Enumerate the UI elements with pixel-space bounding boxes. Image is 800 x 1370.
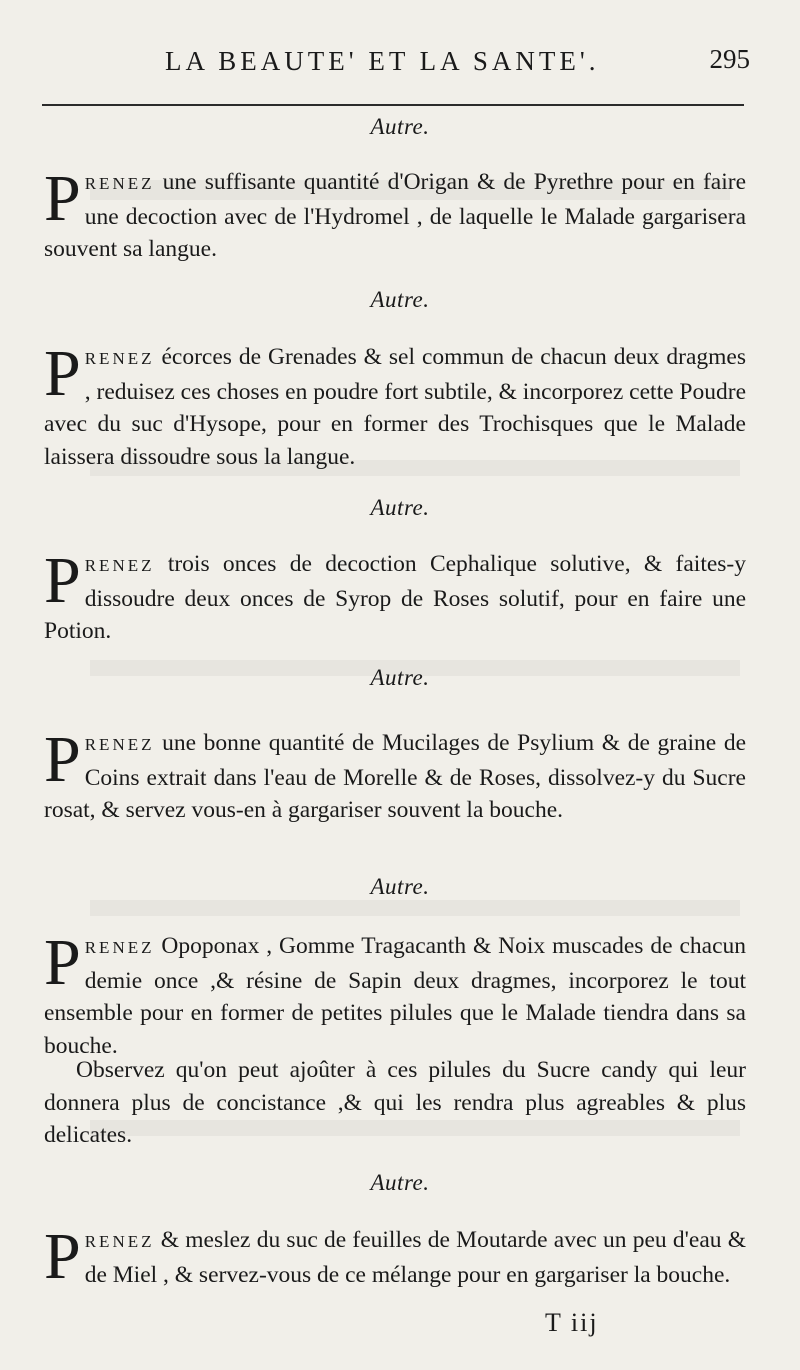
recipe-paragraph [44, 337, 746, 473]
paragraph-text: une bonne quantité de Mucilages de Psylium & de graine de Coins extrait dans l'eau de Morelle & de Roses, dissolvez-y du Sucre rosat, & servez vous-en à gargariser souvent la bouche. [44, 730, 747, 823]
paragraph-text: écorces de Grenades & sel commun de chacun deux dragmes , reduisez ces choses en poudre fort subtile, & incorporez cette Poudre avec du suc d'Hysope, pour en former des Trochisques que le Malade laissera dissoudre sous la langue. [44, 344, 746, 470]
paragraph-text: une suffisante quantité d'Origan & de Pyrethre pour en faire une decoction avec de l'Hydromel , de laquelle le Malade gargarisera souvent sa langue. [44, 169, 746, 262]
bleed-through [90, 900, 740, 916]
recipe-paragraph [44, 926, 747, 1062]
recipe-paragraph [44, 723, 747, 827]
running-title: LA BEAUTE' ET LA SANTE'. [165, 46, 600, 76]
signature-mark: T iij [545, 1308, 599, 1337]
section-heading: Autre. [370, 874, 430, 899]
drop-cap: P [44, 1220, 81, 1293]
drop-cap: P [44, 544, 81, 617]
lead-word: RENEZ [84, 735, 155, 754]
lead-word: RENEZ [84, 174, 155, 193]
section-heading: Autre. [370, 665, 430, 690]
drop-cap: P [44, 162, 81, 235]
running-head [150, 40, 750, 80]
note-paragraph: Observez qu'on peut ajoûter à ces pilules du Sucre candy qui leur donnera plus de concistance ,& qui les rendra plus agreables & plus delicates. [44, 1057, 746, 1148]
page-number: 295 [709, 44, 750, 74]
paragraph-text: trois onces de decoction Cephalique solutive, & faites-y dissoudre deux onces de Syrop de Roses solutif, pour en faire une Potion. [44, 551, 746, 644]
header-rule [42, 104, 744, 106]
lead-word: RENEZ [84, 938, 155, 957]
recipe-paragraph [44, 162, 746, 266]
lead-word: RENEZ [84, 1232, 155, 1251]
lead-word: RENEZ [84, 556, 155, 575]
section-heading: Autre. [370, 495, 430, 520]
drop-cap: P [44, 926, 81, 999]
section-heading: Autre. [370, 287, 430, 312]
section-heading: Autre. [370, 114, 430, 139]
section-heading: Autre. [370, 1170, 430, 1195]
lead-word: RENEZ [84, 349, 155, 368]
recipe-paragraph [44, 1220, 747, 1293]
paragraph-text: Opoponax , Gomme Tragacanth & Noix muscades de chacun demie once ,& résine de Sapin deux dragmes, incorporez le tout ensemble pour en former de petites pilules que le Malade tiendra dans sa bouche. [44, 933, 747, 1059]
drop-cap: P [44, 723, 81, 796]
paragraph-text: & meslez du suc de feuilles de Moutarde avec un peu d'eau & de Miel , & servez-vous de ce mélange pour en gargariser la bouche. [84, 1227, 747, 1288]
drop-cap: P [44, 337, 81, 410]
recipe-paragraph [44, 544, 746, 648]
